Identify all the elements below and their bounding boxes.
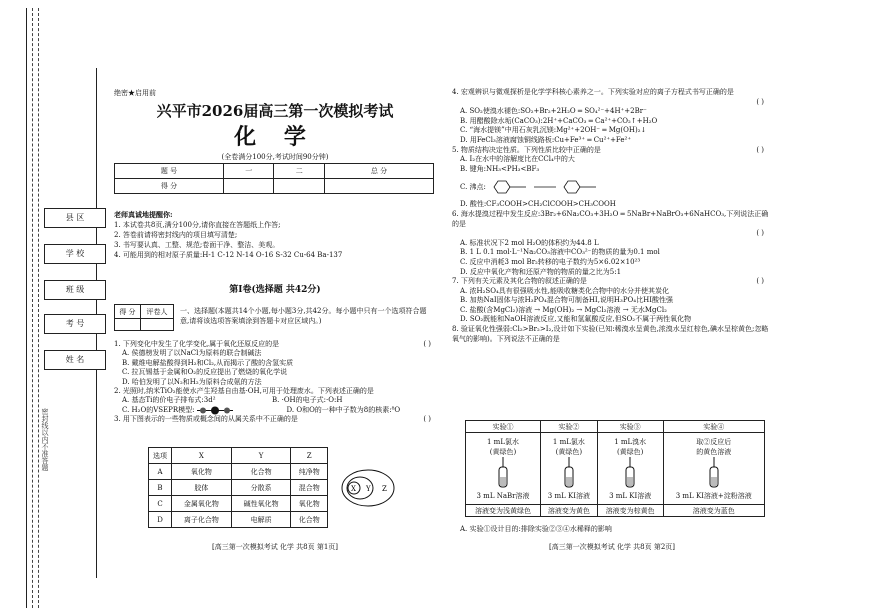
sidebar-line bbox=[26, 8, 27, 608]
q3-cell: C bbox=[149, 496, 172, 512]
option: A. 基态Ti的价电子排布式:3d² bbox=[122, 396, 216, 405]
q8-tube-cell bbox=[466, 433, 541, 505]
q3-cell: D bbox=[149, 512, 172, 528]
q8-result: 溶液变为黄色 bbox=[540, 505, 597, 517]
solution-label: 3 mL KI溶液 bbox=[547, 491, 590, 500]
test-tube-icon bbox=[493, 457, 513, 489]
grader-name-label: 评卷人 bbox=[140, 305, 173, 319]
q8-tube-cell bbox=[540, 433, 597, 505]
option: A. 浓H₂SO₄具有很强吸水性,能吸收糖类化合物中的水分并使其炭化 bbox=[460, 286, 669, 295]
question-8: 8. 验证氧化性强弱:Cl₂>Br₂>I₂,设计如下实验(已知:稀溴水呈黄色,浓溴水呈红棕色,碘水呈棕黄色;忽略氧气的影响)。下列说法不正确的是 bbox=[452, 325, 769, 343]
q8-tube-cell bbox=[663, 433, 764, 505]
option: A. 侯德榜发明了以NaCl为原料的联合制碱法 bbox=[122, 349, 262, 358]
question-3 bbox=[114, 415, 439, 424]
instructions bbox=[114, 210, 439, 260]
questions-page1 bbox=[114, 340, 439, 425]
molecule-structure-icon bbox=[486, 175, 616, 199]
score-header: 一 bbox=[223, 164, 274, 179]
instruction-item: 3. 书写要认真、工整、规范;卷面干净、整洁、美观。 bbox=[114, 241, 280, 249]
option: A. 标准状况下2 mol H₂O的体积约为44.8 L bbox=[460, 238, 599, 247]
exam-note: (全卷满分100分,考试时间90分钟) bbox=[221, 153, 329, 161]
q3-cell: 分散系 bbox=[231, 480, 291, 496]
q8-result: 溶液变为浅黄绿色 bbox=[466, 505, 541, 517]
option-row bbox=[114, 396, 439, 405]
score-header: 二 bbox=[274, 164, 325, 179]
option: B. 用醋酸除水垢(CaCO₃):2H⁺+CaCO₃ ═ Ca²⁺+CO₂↑+H₂O bbox=[460, 116, 658, 125]
venn-label-x: X bbox=[351, 485, 356, 493]
q3-cell: A bbox=[149, 464, 172, 480]
q8-header: 实验④ bbox=[663, 421, 764, 433]
q3-cell: 碱性氧化物 bbox=[231, 496, 291, 512]
q3-header: Z bbox=[291, 448, 328, 464]
test-tube-icon bbox=[559, 457, 579, 489]
option: D. 反应中氧化产物和还原产物的物质的量之比为5:1 bbox=[460, 267, 622, 276]
q3-cell: 纯净物 bbox=[291, 464, 328, 480]
binding-sidebar bbox=[8, 8, 96, 608]
option: D. O和O的一种中子数为8的核素:⁸O bbox=[286, 405, 401, 414]
answer-paren: ( ) bbox=[423, 415, 431, 424]
q3-cell: 金属氧化物 bbox=[172, 496, 232, 512]
q8-result: 溶液变为棕黄色 bbox=[597, 505, 663, 517]
venn-label-z: Z bbox=[382, 485, 387, 493]
solution-label: 3 mL KI溶液 bbox=[609, 491, 652, 500]
venn-label-y: Y bbox=[366, 485, 371, 493]
option: C. 沸点: bbox=[460, 182, 486, 191]
instructions-title: 老师真诚地提醒你: bbox=[114, 210, 173, 219]
answer-paren: ( ) bbox=[756, 97, 764, 106]
grader-score-cell[interactable] bbox=[115, 319, 141, 331]
reagent-color: 的黄色溶液 bbox=[696, 447, 732, 456]
option: A. SO₂使溴水褪色:SO₂+Br₂+2H₂O ═ SO₄²⁻+4H⁺+2Br⁻ bbox=[460, 107, 647, 116]
q3-cell: 胶体 bbox=[172, 480, 232, 496]
q8-table bbox=[465, 420, 765, 517]
question-1 bbox=[114, 340, 439, 349]
question-text: 3. 用下图表示的一些物质或概念间的从属关系中不正确的是 bbox=[114, 415, 298, 424]
option: C. 盐酸(含MgCl₂)溶液 → Mg(OH)₂ → MgCl₂溶液 → 无水MgCl₂ bbox=[460, 305, 667, 314]
page-footer: [高三第一次模拟考试 化学 共8页 第1页] bbox=[211, 543, 339, 551]
page-footer: [高三第一次模拟考试 化学 共8页 第2页] bbox=[548, 543, 676, 551]
q3-table bbox=[148, 447, 328, 528]
q3-cell: 氧化物 bbox=[172, 464, 232, 480]
sidebar-dashed-line bbox=[32, 8, 33, 608]
field-exam-number[interactable]: 考 号 bbox=[44, 314, 106, 334]
option: B. 键角:NH₃<PH₃<BF₃ bbox=[460, 164, 540, 173]
test-tube-icon bbox=[620, 457, 640, 489]
section-description: 一、选择题(本题共14个小题,每小题3分,共42分。每小题中只有一个选项符合题意,请将该选项答案填涂到答题卡对应区域内。) bbox=[180, 307, 427, 325]
option: D. SO₂既能和NaOH溶液反应,又能和氢氟酸反应,但SO₂不属于两性氧化物 bbox=[460, 315, 692, 324]
secret-label: 绝密★启用前 bbox=[114, 89, 156, 97]
q3-header: 选项 bbox=[149, 448, 172, 464]
score-header: 题 号 bbox=[115, 164, 224, 179]
section-title: 第Ⅰ卷(选择题 共42分) bbox=[229, 285, 321, 295]
question-2: 2. 光照时,纳米TiO₂能使水产生羟基自由基·OH,可用于处理废水。下列表述正确的是 bbox=[114, 387, 374, 396]
score-cell[interactable] bbox=[325, 179, 434, 194]
question-text: 1. 下列变化中发生了化学变化,属于氧化还原反应的是 bbox=[114, 340, 280, 348]
sidebar-dashed-line bbox=[38, 8, 39, 608]
score-cell[interactable] bbox=[223, 179, 274, 194]
grader-score-label: 得 分 bbox=[115, 305, 141, 319]
answer-paren: ( ) bbox=[756, 145, 764, 154]
field-school[interactable]: 学 校 bbox=[44, 244, 106, 264]
test-tube-icon bbox=[704, 457, 724, 489]
q8-header: 实验② bbox=[540, 421, 597, 433]
q3-header: Y bbox=[231, 448, 291, 464]
q8-tube-cell bbox=[597, 433, 663, 505]
option: B. ·OH的电子式:·Ö:H bbox=[272, 396, 343, 405]
instruction-item: 1. 本试卷共8页,满分100分,请你直接在答题纸上作答; bbox=[114, 221, 281, 229]
reagent-label: 1 mL溴水 bbox=[614, 437, 647, 446]
option: B. 1 L 0.1 mol·L⁻¹Na₂CO₃溶液中CO₃²⁻的物质的量为0.1 mol bbox=[460, 248, 660, 257]
q3-cell: 混合物 bbox=[291, 480, 328, 496]
instruction-item: 2. 答卷前请将密封线内的项目填写清楚; bbox=[114, 231, 238, 239]
solution-label: 3 mL KI溶液+淀粉溶液 bbox=[675, 491, 752, 500]
q3-cell: 化合物 bbox=[231, 464, 291, 480]
question-6: 6. 海水提溴过程中发生反应:3Br₂+6Na₂CO₃+3H₂O ═ 5NaBr+NaBrO₃+6NaHCO₃,下列说法正确的是 bbox=[452, 209, 769, 228]
q3-header: X bbox=[172, 448, 232, 464]
solution-label: 3 mL NaBr溶液 bbox=[476, 491, 530, 500]
reagent-color: (黄绿色) bbox=[616, 447, 644, 456]
q3-cell: B bbox=[149, 480, 172, 496]
answer-paren: ( ) bbox=[756, 277, 764, 286]
option: C. 拉瓦锡基于金属和O₂的反应提出了燃烧的氧化学说 bbox=[122, 368, 288, 377]
option: C. H₂O的VSEPR模型: bbox=[122, 405, 195, 414]
q3-cell: 化合物 bbox=[291, 512, 328, 528]
option: A. I₂在水中的溶解度比在CCl₄中的大 bbox=[460, 155, 575, 164]
q3-cell: 离子化合物 bbox=[172, 512, 232, 528]
instruction-item: 4. 可能用到的相对原子质量:H-1 C-12 N-14 O-16 S-32 Cu-64 Ba-137 bbox=[114, 251, 343, 259]
option: B. 戴维电解盐酸得到H₂和Cl₂,从而揭示了酸的含氢实质 bbox=[122, 358, 294, 367]
option: D. 哈伯发明了以N₂和H₂为原料合成氨的方法 bbox=[122, 377, 262, 386]
q8-result: 溶液变为蓝色 bbox=[663, 505, 764, 517]
question-7 bbox=[452, 277, 772, 287]
venn-diagram bbox=[340, 468, 396, 508]
question-4: 4. 宏观辨识与微观探析是化学学科核心素养之一。下列实验对应的离子方程式书写正确的是 bbox=[452, 88, 734, 96]
reagent-color: (黄绿色) bbox=[555, 447, 583, 456]
grader-name-cell[interactable] bbox=[140, 319, 173, 331]
reagent-label: 1 mL氯水 bbox=[552, 437, 585, 446]
option: A. 实验①设计目的:排除实验②③④水稀释的影响 bbox=[460, 525, 612, 533]
score-table bbox=[114, 163, 434, 194]
option: D. 酸性:CF₃COOH>CH₂ClCOOH>CH₃COOH bbox=[460, 200, 616, 209]
answer-paren: ( ) bbox=[423, 340, 431, 348]
option-row bbox=[114, 406, 439, 415]
score-row-label: 得 分 bbox=[115, 179, 224, 194]
option: D. 用FeCl₃溶液腐蚀铜线路板:Cu+Fe³⁺ ═ Cu²⁺+Fe²⁺ bbox=[460, 135, 632, 144]
q3-cell: 氧化物 bbox=[291, 496, 328, 512]
q8-header: 实验③ bbox=[597, 421, 663, 433]
q3-cell: 电解质 bbox=[231, 512, 291, 528]
answer-paren: ( ) bbox=[756, 229, 764, 238]
field-county[interactable]: 县 区 bbox=[44, 208, 106, 228]
field-name[interactable]: 姓 名 bbox=[44, 350, 106, 370]
score-cell[interactable] bbox=[274, 179, 325, 194]
questions-page2 bbox=[452, 88, 772, 344]
option-row bbox=[452, 174, 772, 200]
seal-line-text: 密封线以内不准答题 bbox=[41, 408, 49, 471]
field-class[interactable]: 班 级 bbox=[44, 280, 106, 300]
option: B. 加热NaI固体与浓H₃PO₄混合物可制备HI,说明H₃PO₄比HI酸性强 bbox=[460, 296, 673, 305]
exam-title: 兴平市2026届高三第一次模拟考试 bbox=[156, 102, 394, 120]
question-5 bbox=[452, 146, 772, 156]
vsepr-model-icon bbox=[195, 406, 235, 415]
reagent-label: 取②反应后 bbox=[696, 437, 732, 446]
option: C. 反应中消耗3 mol Br₂转移的电子数约为5×6.02×10²³ bbox=[460, 257, 641, 266]
score-header: 总 分 bbox=[325, 164, 434, 179]
reagent-color: (黄绿色) bbox=[489, 447, 517, 456]
q8-header: 实验① bbox=[466, 421, 541, 433]
question-text: 7. 下列有关元素及其化合物的叙述正确的是 bbox=[452, 277, 587, 286]
subject-title: 化 学 bbox=[234, 124, 316, 150]
grader-box bbox=[114, 304, 174, 331]
question-text: 5. 物质结构决定性质。下列性质比较中正确的是 bbox=[452, 145, 601, 154]
reagent-label: 1 mL氯水 bbox=[487, 437, 519, 446]
option: C. “海水提镁”中用石灰乳沉镁:Mg²⁺+2OH⁻ ═ Mg(OH)₂↓ bbox=[460, 126, 647, 135]
